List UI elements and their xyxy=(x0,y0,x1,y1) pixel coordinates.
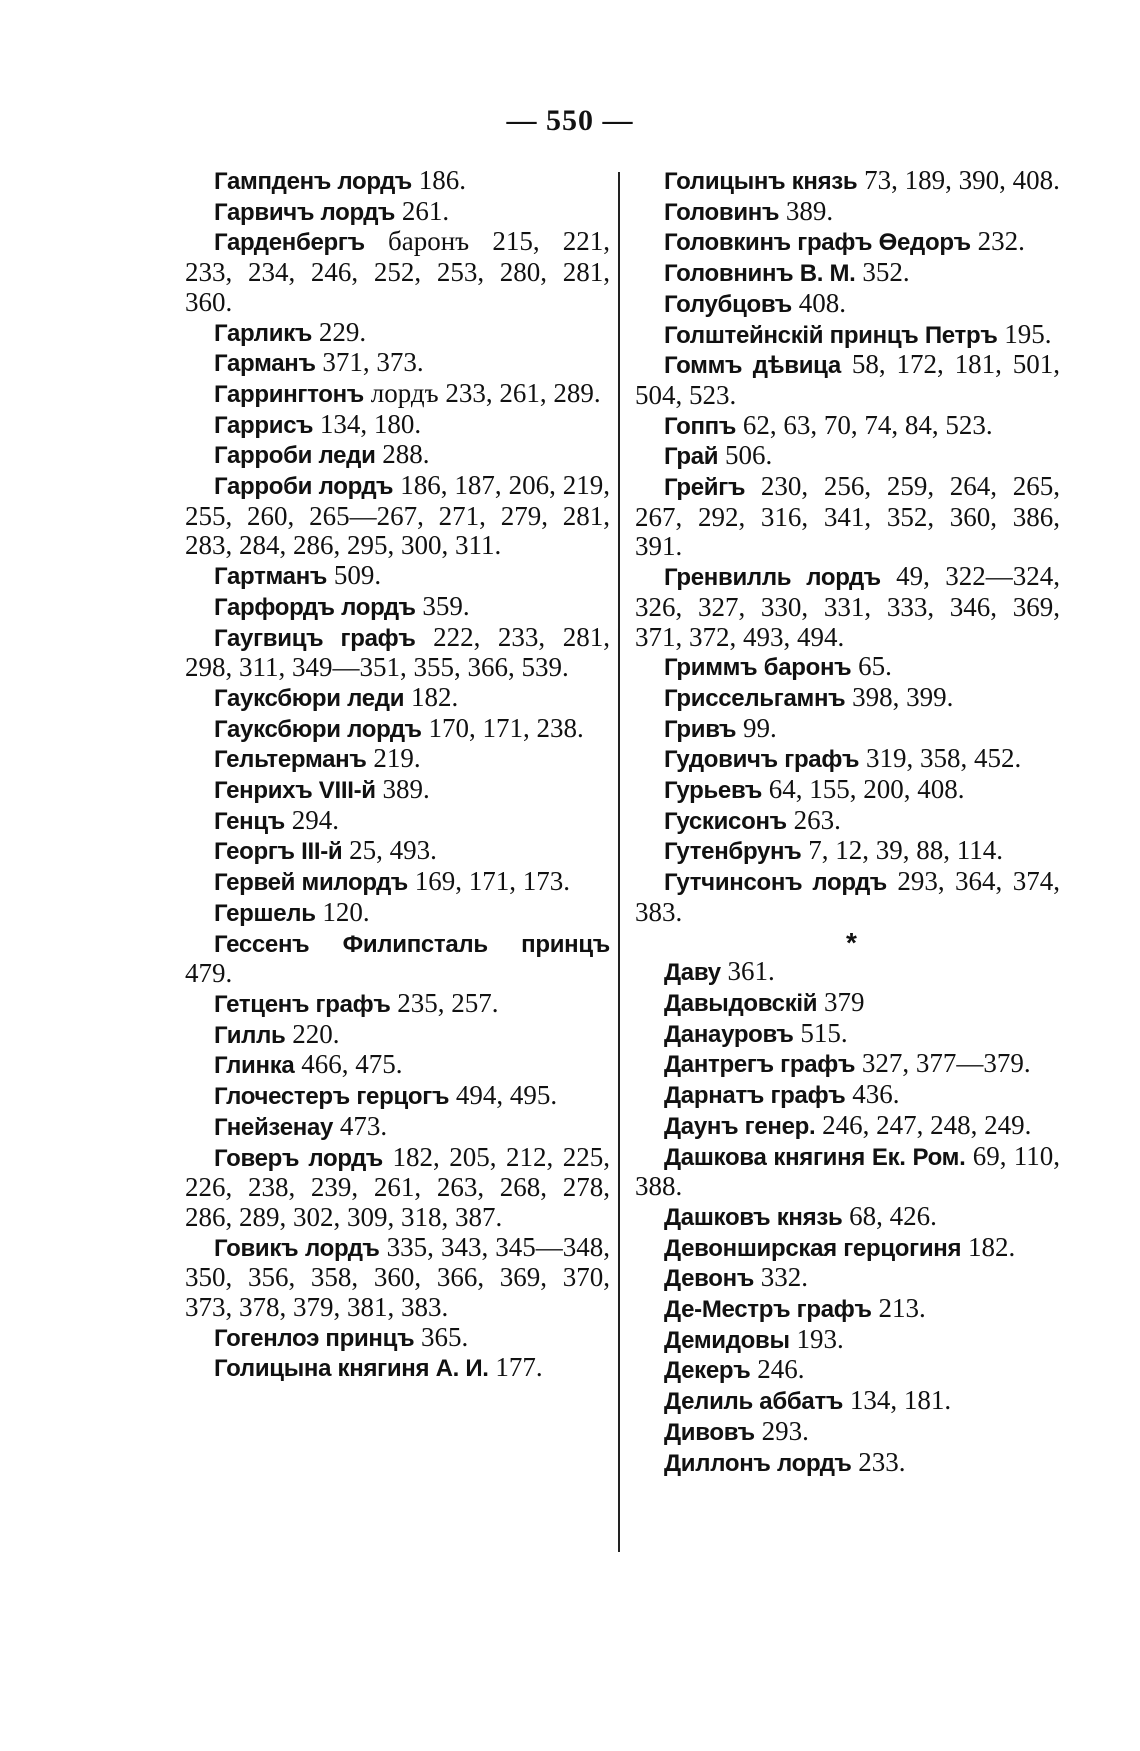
entry-page-refs: 182. xyxy=(410,681,459,712)
entry-page-refs: 73, 189, 390, 408. xyxy=(864,165,1060,195)
entry-page-refs: 479. xyxy=(185,958,233,989)
index-entry xyxy=(185,623,610,683)
entry-name: Глинка xyxy=(214,1052,295,1080)
index-entry xyxy=(185,898,610,929)
entry-page-refs: 494, 495. xyxy=(455,1080,558,1111)
index-entry xyxy=(185,561,610,592)
entry-name: Гренвилль лордъ xyxy=(664,564,881,592)
index-column-right xyxy=(635,166,1060,1478)
entry-name: Гервей милордъ xyxy=(214,869,408,897)
column-divider xyxy=(618,172,620,1552)
entry-page-refs: 389. xyxy=(785,195,834,226)
index-entry xyxy=(185,318,610,349)
entry-page-refs: 398, 399. xyxy=(852,681,954,712)
index-entry xyxy=(185,1112,610,1143)
index-entry xyxy=(635,411,1060,442)
index-entry xyxy=(635,1325,1060,1356)
entry-name: Гриссельгамнъ xyxy=(664,684,846,712)
entry-page-refs: 235, 257. xyxy=(397,987,499,1018)
entry-name: Гриммъ баронъ xyxy=(664,654,852,682)
index-entry xyxy=(185,1323,610,1354)
entry-page-refs: 232. xyxy=(977,226,1025,257)
index-entry xyxy=(635,197,1060,228)
index-entry xyxy=(185,1020,610,1051)
index-entry xyxy=(635,867,1060,927)
entry-page-refs: 294. xyxy=(291,804,339,835)
entry-page-refs: 220. xyxy=(292,1018,340,1049)
entry-name: Дивовъ xyxy=(664,1418,755,1446)
index-entry xyxy=(185,166,610,197)
entry-name: Гартманъ xyxy=(214,563,328,591)
entry-page-refs: 332. xyxy=(760,1262,809,1293)
index-entry xyxy=(185,775,610,806)
entry-page-refs: 473. xyxy=(339,1110,388,1141)
entry-page-refs: 230, 256, 259, 264, 265, 267, 292, 316, 341, 352, 360, 386, 391. xyxy=(635,471,1060,562)
entry-page-refs: 293. xyxy=(761,1415,809,1446)
index-column-left xyxy=(185,166,610,1384)
index-entry xyxy=(185,348,610,379)
entry-name: Гаррисъ xyxy=(214,411,314,439)
entry-name: Гнейзенау xyxy=(214,1113,334,1141)
index-entry xyxy=(635,350,1060,410)
entry-page-refs: лордъ 233, 261, 289. xyxy=(370,377,601,408)
entry-page-refs: 195. xyxy=(1004,318,1052,349)
entry-page-refs: 134, 181. xyxy=(849,1385,952,1416)
index-entry xyxy=(635,1202,1060,1233)
entry-page-refs: 359. xyxy=(422,590,470,621)
entry-page-refs: 186, 187, 206, 219, 255, 260, 265—267, 271, 279, 281, 283, 284, 286, 295, 300, 311. xyxy=(185,470,611,561)
entry-name: Гускисонъ xyxy=(664,807,787,835)
index-entry xyxy=(185,1081,610,1112)
entry-name: Говикъ лордъ xyxy=(214,1234,380,1262)
entry-page-refs: 293, 364, 374, 383. xyxy=(635,866,1060,927)
entry-page-refs: 99. xyxy=(743,712,777,743)
entry-page-refs: 182, 205, 212, 225, 226, 238, 239, 261, 263, 268, 278, 286, 289, 302, 309, 318, 387. xyxy=(185,1141,611,1232)
index-entry xyxy=(185,440,610,471)
entry-page-refs: 213. xyxy=(878,1293,926,1324)
entry-name: Грейгъ xyxy=(664,474,746,502)
entry-name: Гауксбюри лордъ xyxy=(214,715,422,743)
entry-name: Голицына княгиня А. И. xyxy=(214,1355,489,1383)
entry-name: Гетценъ графъ xyxy=(214,990,391,1018)
entry-page-refs: 389. xyxy=(382,774,430,805)
index-entry xyxy=(185,683,610,714)
entry-page-refs: 361. xyxy=(727,956,775,987)
index-entry xyxy=(635,683,1060,714)
entry-name: Гаугвицъ графъ xyxy=(214,624,416,652)
entry-page-refs: 319, 358, 452. xyxy=(866,743,1022,774)
entry-page-refs: 49, 322—324, 326, 327, 330, 331, 333, 346, 369, 371, 372, 493, 494. xyxy=(635,561,1061,652)
entry-page-refs: 219. xyxy=(373,743,421,774)
entry-page-refs: 64, 155, 200, 408. xyxy=(768,774,965,805)
index-entry xyxy=(635,166,1060,197)
entry-page-refs: 408. xyxy=(798,287,846,318)
entry-name: Глочестеръ герцогъ xyxy=(214,1083,450,1111)
entry-name: Девонъ xyxy=(664,1265,755,1293)
entry-page-refs: 327, 377—379. xyxy=(861,1048,1031,1079)
entry-page-refs: 25, 493. xyxy=(349,835,437,866)
entry-page-refs: 365. xyxy=(421,1321,469,1352)
entry-name: Декеръ xyxy=(664,1357,751,1385)
index-entry xyxy=(185,836,610,867)
index-entry xyxy=(635,1417,1060,1448)
entry-page-refs: 436. xyxy=(852,1079,900,1110)
entry-page-refs: 186. xyxy=(418,165,466,195)
index-entry xyxy=(185,227,610,317)
entry-name: Гоммъ дѣвица xyxy=(664,352,841,380)
entry-page-refs: 261. xyxy=(401,195,450,226)
entry-page-refs: 134, 180. xyxy=(319,408,422,439)
index-entry xyxy=(635,441,1060,472)
entry-page-refs: 69, 110, 388. xyxy=(635,1140,1061,1202)
entry-name: Гривъ xyxy=(664,715,737,743)
index-entry xyxy=(185,867,610,898)
entry-name: Гампденъ лордъ xyxy=(214,168,412,195)
entry-page-refs: 288. xyxy=(382,439,430,470)
entry-page-refs: 263. xyxy=(793,804,841,835)
index-entry xyxy=(635,1019,1060,1050)
entry-name: Гессенъ Филипсталь принцъ xyxy=(214,930,610,958)
entry-name: Гауксбюри леди xyxy=(214,684,405,712)
entry-name: Гарроби лордъ xyxy=(214,473,394,501)
index-entry xyxy=(635,1263,1060,1294)
entry-page-refs: 62, 63, 70, 74, 84, 523. xyxy=(742,409,993,440)
index-entry xyxy=(635,806,1060,837)
entry-page-refs: 169, 171, 173. xyxy=(414,866,570,897)
entry-page-refs: баронъ 215, 221, 233, 234, 246, 252, 253, 280, 281, 360. xyxy=(185,226,610,317)
index-entry xyxy=(185,1233,610,1323)
index-entry xyxy=(635,1233,1060,1264)
index-entry xyxy=(635,227,1060,258)
entry-name: Генцъ xyxy=(214,807,285,835)
index-entry xyxy=(635,1386,1060,1417)
entry-name: Гельтерманъ xyxy=(214,746,367,774)
index-entry xyxy=(185,592,610,623)
entry-page-refs: 335, 343, 345—348, 350, 356, 358, 360, 366, 369, 370, 373, 378, 379, 381, 383. xyxy=(185,1231,611,1323)
entry-name: Де-Местръ графъ xyxy=(664,1296,872,1324)
entry-name: Делиль аббатъ xyxy=(664,1388,844,1416)
index-entry xyxy=(635,562,1060,652)
entry-page-refs: 65. xyxy=(858,651,892,682)
entry-name: Дашковъ князь xyxy=(664,1203,843,1231)
index-entry xyxy=(185,929,610,989)
entry-name: Гилль xyxy=(214,1021,286,1049)
index-entry xyxy=(185,806,610,837)
entry-page-refs: 170, 171, 238. xyxy=(428,712,584,743)
entry-name: Гаррингтонъ xyxy=(214,380,364,408)
entry-name: Гарликъ xyxy=(214,319,313,347)
entry-name: Головинъ xyxy=(664,198,780,226)
index-entry xyxy=(185,1143,610,1233)
entry-page-refs: 515. xyxy=(800,1017,848,1048)
entry-name: Голубцовъ xyxy=(664,290,792,318)
index-entry xyxy=(635,472,1060,562)
index-entry xyxy=(635,1355,1060,1386)
index-entry xyxy=(635,289,1060,320)
page-number: — 550 — xyxy=(506,104,634,137)
index-entry xyxy=(635,957,1060,988)
entry-page-refs: 379 xyxy=(823,986,865,1017)
index-entry xyxy=(635,988,1060,1019)
index-entry xyxy=(635,1080,1060,1111)
entry-page-refs: 177. xyxy=(495,1352,543,1383)
entry-name: Гогенлоэ принцъ xyxy=(214,1324,415,1352)
index-entry xyxy=(185,1050,610,1081)
entry-name: Гурьевъ xyxy=(664,777,763,805)
entry-name: Головкинъ графъ Өедоръ xyxy=(664,229,971,257)
entry-name: Гоппъ xyxy=(664,412,737,440)
entry-name: Гершель xyxy=(214,899,316,927)
entry-name: Демидовы xyxy=(664,1326,790,1354)
entry-name: Девонширская герцогиня xyxy=(664,1234,962,1262)
index-entry xyxy=(185,744,610,775)
entry-page-refs: 222, 233, 281, 298, 311, 349—351, 355, 366, 539. xyxy=(185,621,610,683)
entry-name: Гарроби леди xyxy=(214,442,376,470)
index-entry xyxy=(635,1142,1060,1202)
entry-name: Гарденбергъ xyxy=(214,229,365,257)
entry-name: Говеръ лордъ xyxy=(214,1144,383,1172)
entry-page-refs: 233. xyxy=(858,1446,906,1477)
entry-name: Гутчинсонъ лордъ xyxy=(664,869,887,897)
index-entry xyxy=(185,471,610,561)
entry-name: Голштейнскій принцъ Петръ xyxy=(664,321,998,349)
index-entry xyxy=(185,197,610,228)
index-entry xyxy=(185,379,610,410)
index-entry xyxy=(635,652,1060,683)
index-entry xyxy=(185,1353,610,1384)
section-separator: * xyxy=(846,926,857,958)
entry-name: Даунъ генер. xyxy=(664,1112,816,1140)
index-entry xyxy=(185,714,610,745)
entry-name: Гудовичъ графъ xyxy=(664,746,860,774)
entry-name: Гарманъ xyxy=(214,350,316,378)
entry-page-refs: 7, 12, 39, 88, 114. xyxy=(808,835,1003,866)
index-entry xyxy=(635,744,1060,775)
entry-page-refs: 246, 247, 248, 249. xyxy=(822,1109,1032,1140)
entry-page-refs: 371, 373. xyxy=(322,347,424,378)
entry-name: Даву xyxy=(664,959,721,987)
entry-name: Гарвичъ лордъ xyxy=(214,198,396,226)
entry-name: Гарфордъ лордъ xyxy=(214,593,416,621)
entry-page-refs: 68, 426. xyxy=(849,1200,937,1231)
entry-page-refs: 229. xyxy=(318,316,367,347)
index-entry xyxy=(185,989,610,1020)
entry-page-refs: 466, 475. xyxy=(301,1049,403,1080)
entry-page-refs: 509. xyxy=(333,560,382,591)
entry-name: Головнинъ В. М. xyxy=(664,260,856,288)
entry-name: Диллонъ лордъ xyxy=(664,1449,852,1477)
entry-name: Дарнатъ графъ xyxy=(664,1082,846,1110)
entry-page-refs: 182. xyxy=(967,1231,1016,1262)
entry-name: Данауровъ xyxy=(664,1020,794,1048)
entry-page-refs: 352. xyxy=(862,257,910,288)
index-entry xyxy=(635,836,1060,867)
index-entry xyxy=(635,714,1060,745)
entry-page-refs: 246. xyxy=(757,1354,805,1385)
entry-page-refs: 58, 172, 181, 501, 504, 523. xyxy=(635,349,1061,410)
index-entry xyxy=(635,1111,1060,1142)
index-entry xyxy=(635,1448,1060,1479)
entry-name: Георгъ III-й xyxy=(214,838,343,866)
entry-name: Дантрегъ графъ xyxy=(664,1051,856,1079)
entry-page-refs: 193. xyxy=(796,1323,844,1354)
index-entry xyxy=(635,1294,1060,1325)
entry-page-refs: 120. xyxy=(322,896,370,927)
entry-name: Генрихъ VIII-й xyxy=(214,777,376,805)
index-entry xyxy=(635,1049,1060,1080)
entry-name: Грай xyxy=(664,443,719,471)
entry-name: Голицынъ князь xyxy=(664,168,858,195)
entry-page-refs: 506. xyxy=(725,440,773,471)
entry-name: Дашкова княгиня Ек. Ром. xyxy=(664,1143,966,1171)
entry-name: Гутенбрунъ xyxy=(664,838,802,866)
index-entry xyxy=(635,775,1060,806)
entry-name: Давыдовскій xyxy=(664,989,818,1017)
index-entry xyxy=(635,320,1060,351)
index-entry xyxy=(635,258,1060,289)
index-entry xyxy=(185,410,610,441)
